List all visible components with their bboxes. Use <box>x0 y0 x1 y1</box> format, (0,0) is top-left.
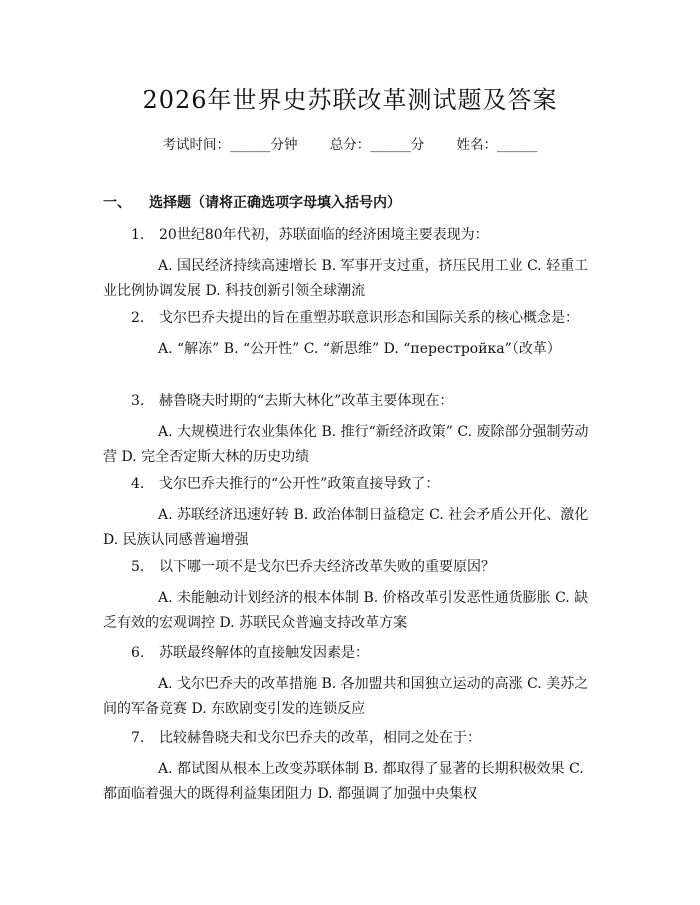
section-number: 一、 <box>103 195 131 211</box>
question-number: 6. <box>131 645 145 661</box>
question-text: 以下哪一项不是戈尔巴乔夫经济改革失败的重要原因？ <box>159 559 495 575</box>
question-number: 5. <box>131 559 145 575</box>
question-text: 苏联最终解体的直接触发因素是： <box>159 645 369 661</box>
question-number: 7. <box>131 730 145 746</box>
question-options: A. 戈尔巴乔夫的改革措施 B. 各加盟共和国独立运动的高涨 C. 美苏之间的军备竞赛 D. 东欧剧变引发的连锁反应 <box>103 676 589 717</box>
question-stem <box>131 224 489 244</box>
question-stem <box>131 473 439 493</box>
question-stem <box>131 390 453 410</box>
question-stem <box>131 307 579 327</box>
question-text: 20世纪80年代初，苏联面临的经济困境主要表现为： <box>159 227 489 243</box>
section-heading <box>103 192 401 212</box>
question-number: 4. <box>131 476 145 492</box>
question-options: A. 苏联经济迅速好转 B. 政治体制日益稳定 C. 社会矛盾公开化、激化 D. 民族认同感普遍增强 <box>103 507 589 548</box>
question-number: 2. <box>131 310 145 326</box>
question-options: A. 都试图从根本上改变苏联体制 B. 都取得了显著的长期积极效果 C. 都面临着强大的既得利益集团阻力 D. 都强调了加强中央集权 <box>103 761 584 802</box>
question-text: 戈尔巴乔夫提出的旨在重塑苏联意识形态和国际关系的核心概念是： <box>159 310 579 326</box>
question-number: 1. <box>131 227 145 243</box>
total-score-field: 总分：______分 <box>329 137 425 153</box>
question-text: 赫鲁晓夫时期的“去斯大林化”改革主要体现在： <box>159 393 454 409</box>
question-options: A. 大规模进行农业集体化 B. 推行“新经济政策” C. 废除部分强制劳动营 D. 完全否定斯大林的历史功绩 <box>103 424 589 465</box>
question-number: 3. <box>131 393 145 409</box>
question-text: 戈尔巴乔夫推行的“公开性”政策直接导致了： <box>159 476 440 492</box>
name-field: 姓名：______ <box>456 137 538 153</box>
page-title: 2026年世界史苏联改革测试题及答案 <box>142 86 558 114</box>
exam-time-field: 考试时间：______分钟 <box>162 137 298 153</box>
question-options: A. “解冻” B. “公开性” C. “新思维” D. “перестройка”（改革） <box>158 341 561 357</box>
question-options: A. 未能触动计划经济的根本体制 B. 价格改革引发恶性通货膨胀 C. 缺乏有效的宏观调控 D. 苏联民众普遍支持改革方案 <box>103 590 589 631</box>
question-stem <box>131 727 481 747</box>
question-stem <box>131 556 495 576</box>
exam-meta <box>0 133 700 153</box>
question-stem <box>131 642 369 662</box>
question-text: 比较赫鲁晓夫和戈尔巴乔夫的改革，相同之处在于： <box>159 730 481 746</box>
question-options: A. 国民经济持续高速增长 B. 军事开支过重，挤压民用工业 C. 轻重工业比例协调发展 D. 科技创新引领全球潮流 <box>103 258 589 299</box>
section-title: 选择题（请将正确选项字母填入括号内） <box>149 195 401 211</box>
